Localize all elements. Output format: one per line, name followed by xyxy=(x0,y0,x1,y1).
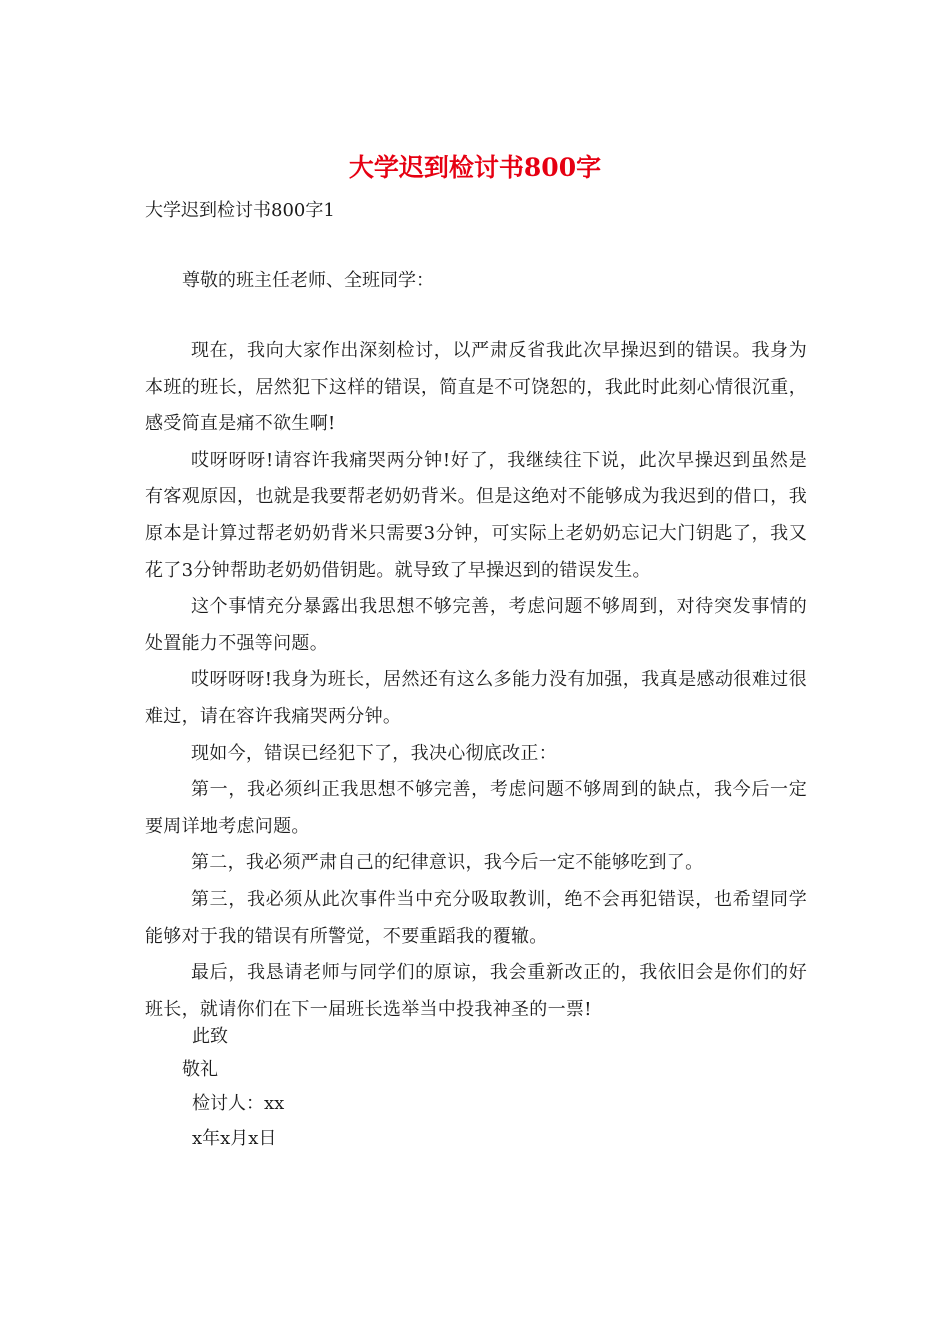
salutation: 尊敬的班主任老师、全班同学： xyxy=(182,270,434,291)
closing-line-2: 敬礼 xyxy=(182,1059,218,1080)
document-title: 大学迟到检讨书800字 xyxy=(348,153,602,182)
signer: 检讨人：xx xyxy=(192,1093,285,1114)
paragraph: 现如今，错误已经犯下了，我决心彻底改正： xyxy=(191,742,557,764)
paragraph: 第一，我必须纠正我思想不够完善，考虑问题不够周到的缺点，我今后一定要周详地考虑问题。 xyxy=(145,779,807,837)
paragraph: 现在，我向大家作出深刻检讨，以严肃反省我此次早操迟到的错误。我身为本班的班长，居然犯下这样的错误，简直是不可饶恕的，我此时此刻心情很沉重，感受简直是痛不欲生啊! xyxy=(145,340,807,435)
paragraph: 这个事情充分暴露出我思想不够完善，考虑问题不够周到，对待突发事情的处置能力不强等问题。 xyxy=(145,596,807,654)
paragraph: 哎呀呀呀!我身为班长，居然还有这么多能力没有加强，我真是感动很难过很难过，请在容许我痛哭两分钟。 xyxy=(145,669,807,727)
paragraph: 哎呀呀呀!请容许我痛哭两分钟!好了，我继续往下说，此次早操迟到虽然是有客观原因，也就是我要帮老奶奶背米。但是这绝对不能够成为我迟到的借口，我原本是计算过帮老奶奶背米只需要3分钟，可实际上老奶奶忘记大门钥匙了，我又花了3分钟帮助老奶奶借钥匙。就导致了早操迟到的错误发生。 xyxy=(145,449,807,581)
letter-body xyxy=(145,333,807,1028)
date: x年x月x日 xyxy=(192,1128,277,1149)
closing-line-1: 此致 xyxy=(192,1026,228,1047)
paragraph: 第二，我必须严肃自己的纪律意识，我今后一定不能够吃到了。 xyxy=(191,852,704,874)
section-heading: 大学迟到检讨书800字1 xyxy=(145,200,335,221)
paragraph: 第三，我必须从此次事件当中充分吸取教训，绝不会再犯错误，也希望同学能够对于我的错误有所警觉，不要重蹈我的覆辙。 xyxy=(145,888,807,947)
paragraph: 最后，我恳请老师与同学们的原谅，我会重新改正的，我依旧会是你们的好班长，就请你们在下一届班长选举当中投我神圣的一票! xyxy=(145,962,807,1020)
